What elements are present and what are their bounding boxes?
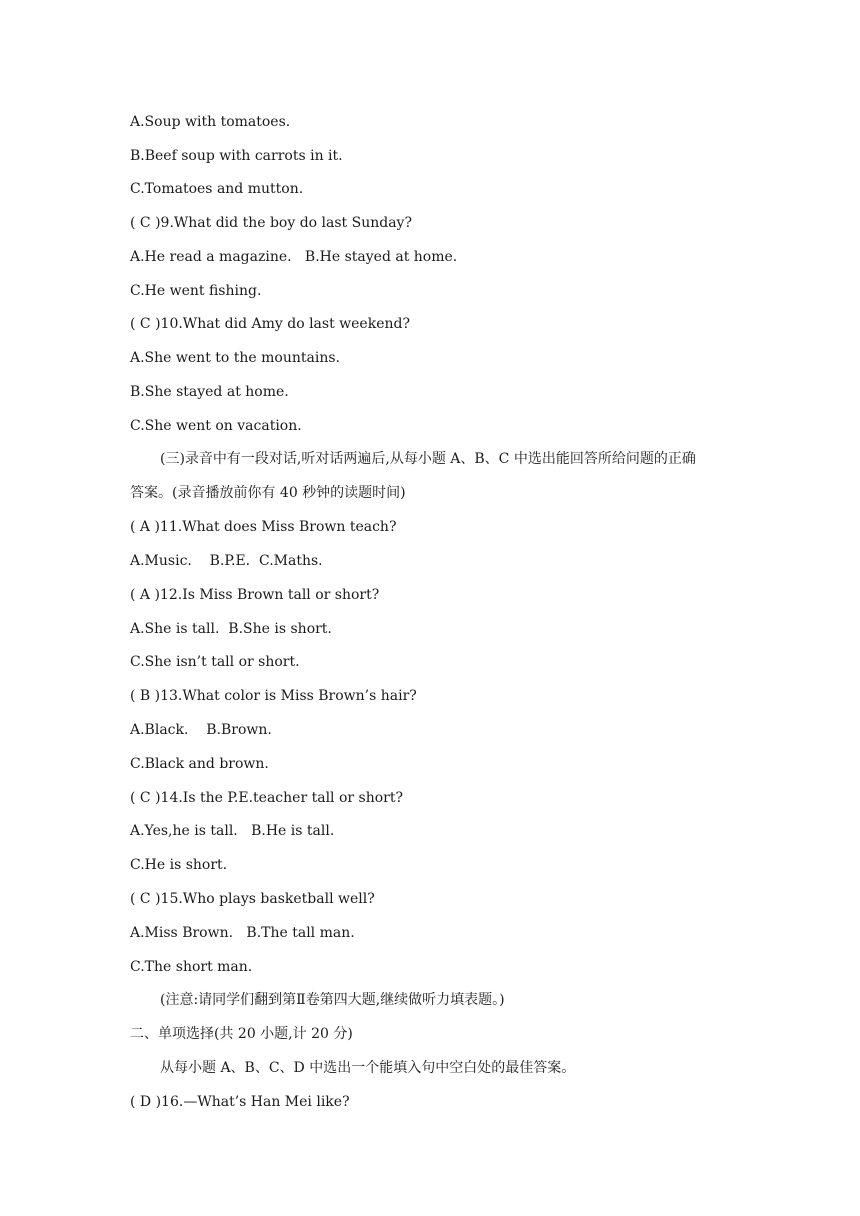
options-13ab: A.Black. B.Brown.: [130, 722, 272, 738]
question-14: ( C )14.Is the P.E.teacher tall or short?: [130, 790, 403, 806]
question-11: ( A )11.What does Miss Brown teach?: [130, 519, 397, 535]
option-15c: C.The short man.: [130, 959, 253, 975]
option-8b: B.Beef soup with carrots in it.: [130, 148, 343, 164]
section-3-instruction: (三)录音中有一段对话,听对话两遍后,从每小题 A、B、C 中选出能回答所给问题的正确: [160, 451, 696, 467]
option-10b: B.She stayed at home.: [130, 384, 289, 400]
options-12ab: A.She is tall. B.She is short.: [130, 621, 332, 637]
question-9: ( C )9.What did the boy do last Sunday?: [130, 215, 412, 231]
question-13: ( B )13.What color is Miss Brown’s hair?: [130, 688, 417, 704]
option-9c: C.He went fishing.: [130, 283, 262, 299]
option-13c: C.Black and brown.: [130, 756, 269, 772]
options-9ab: A.He read a magazine. B.He stayed at home.: [130, 249, 458, 265]
options-15ab: A.Miss Brown. B.The tall man.: [130, 925, 355, 941]
option-8a: A.Soup with tomatoes.: [130, 114, 291, 130]
option-10c: C.She went on vacation.: [130, 418, 302, 434]
section-2-instruction: 从每小题 A、B、C、D 中选出一个能填入句中空白处的最佳答案。: [160, 1060, 576, 1076]
section-2-heading: 二、单项选择(共 20 小题,计 20 分): [130, 1026, 353, 1042]
question-10: ( C )10.What did Amy do last weekend?: [130, 316, 410, 332]
option-8c: C.Tomatoes and mutton.: [130, 181, 304, 197]
option-10a: A.She went to the mountains.: [130, 350, 340, 366]
notice: (注意:请同学们翻到第Ⅱ卷第四大题,继续做听力填表题。): [160, 992, 505, 1008]
option-12c: C.She isn’t tall or short.: [130, 654, 300, 670]
options-11: A.Music. B.P.E. C.Maths.: [130, 553, 323, 569]
option-14c: C.He is short.: [130, 857, 228, 873]
question-15: ( C )15.Who plays basketball well?: [130, 891, 375, 907]
question-16: ( D )16.—What’s Han Mei like?: [130, 1094, 350, 1110]
options-14ab: A.Yes,he is tall. B.He is tall.: [130, 823, 335, 839]
question-12: ( A )12.Is Miss Brown tall or short?: [130, 587, 380, 603]
section-3-instruction-cont: 答案。(录音播放前你有 40 秒钟的读题时间): [130, 485, 406, 501]
